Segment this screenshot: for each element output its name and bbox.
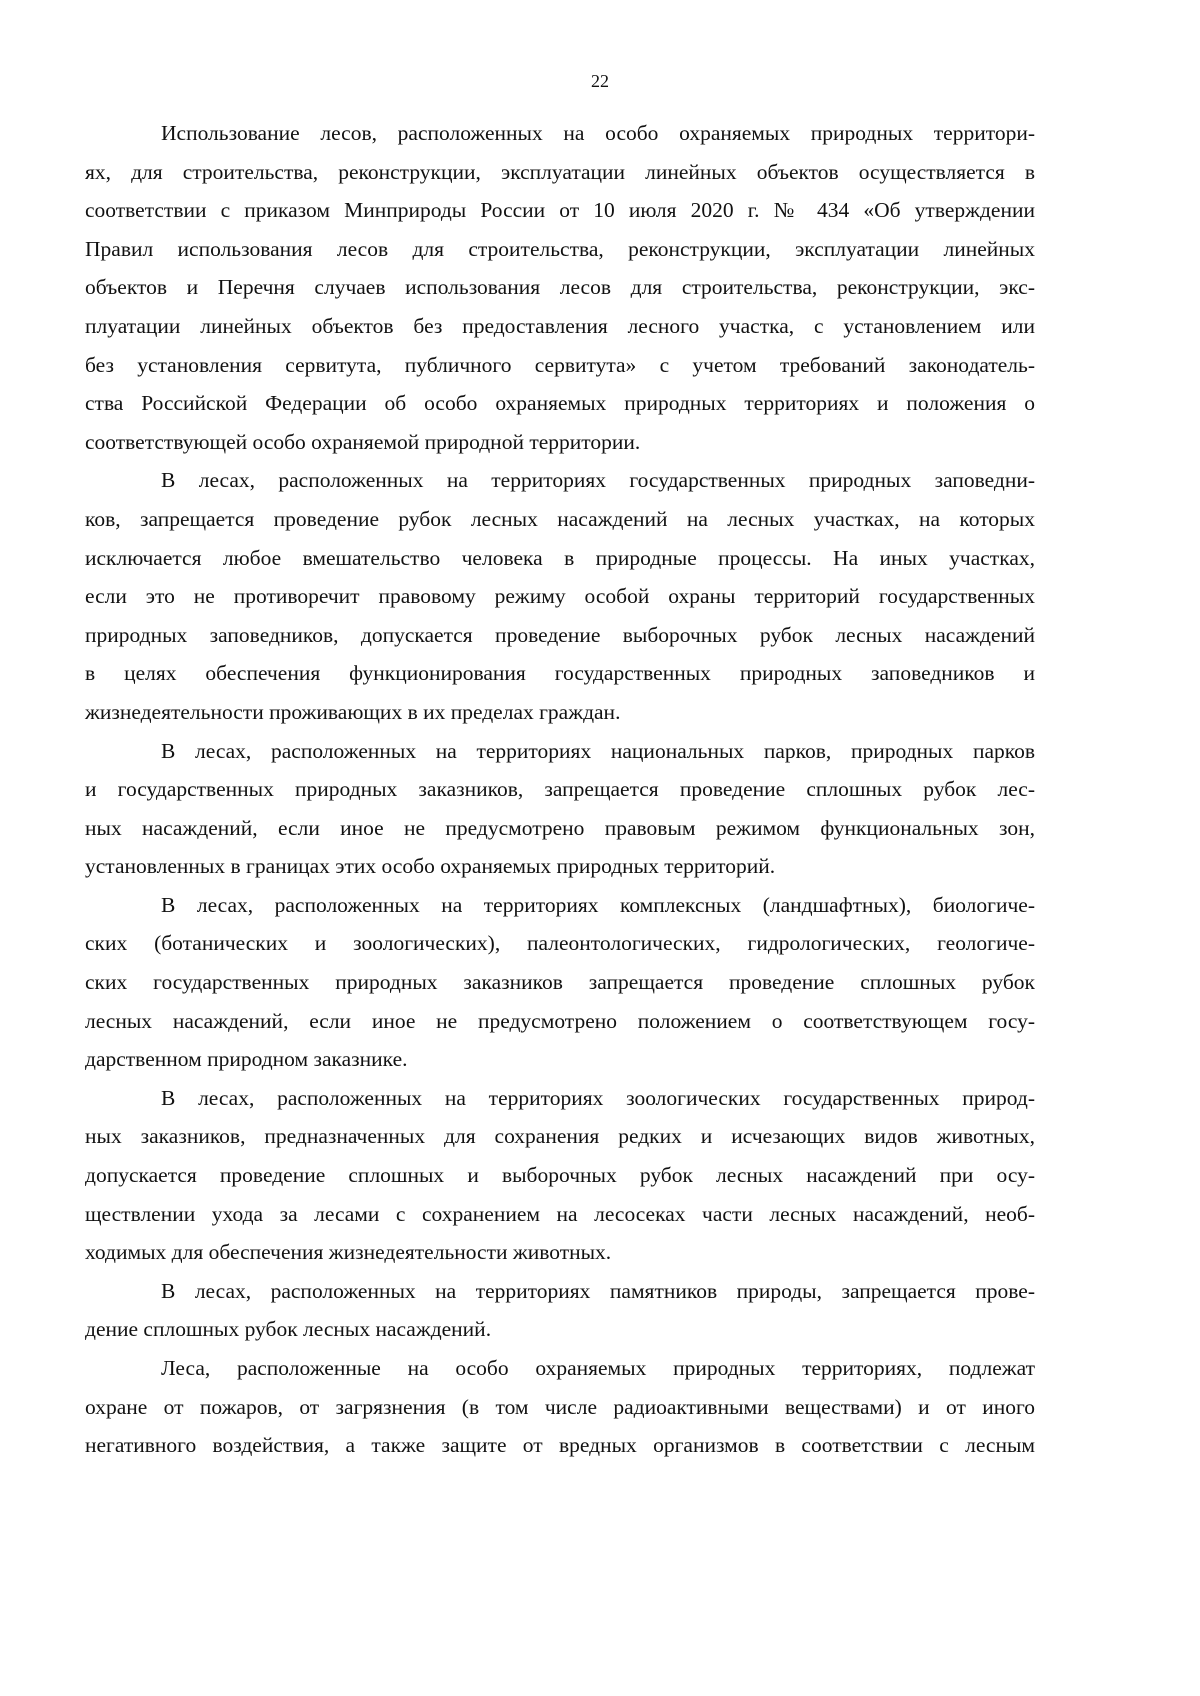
text-line: ков, запрещается проведение рубок лесных насаждений на лесных участках, на которых <box>85 506 1035 531</box>
paragraph <box>85 1079 1035 1272</box>
text-line: ских государственных природных заказников запрещается проведение сплошных рубок <box>85 970 1035 995</box>
text-line: соответствующей особо охраняемой природной территории. <box>85 429 641 454</box>
text-line: ских (ботанических и зоологических), палеонтологических, гидрологических, геологиче- <box>85 931 1035 956</box>
text-line: Использование лесов, расположенных на особо охраняемых природных территори- <box>161 121 1035 145</box>
text-line: исключается любое вмешательство человека в природные процессы. На иных участках, <box>85 545 1035 570</box>
paragraph <box>85 1349 1035 1465</box>
paragraph <box>85 114 1035 461</box>
text-line: В лесах, расположенных на территориях комплексных (ландшафтных), биологиче- <box>161 892 1035 917</box>
text-line: лесных насаждений, если иное не предусмотрено положением о соответствующем госу- <box>85 1008 1035 1033</box>
text-line: ства Российской Федерации об особо охраняемых природных территориях и положения о <box>85 391 1035 416</box>
text-line: и государственных природных заказников, запрещается проведение сплошных рубок лес- <box>85 777 1035 802</box>
text-line: ных заказников, предназначенных для сохранения редких и исчезающих видов животных, <box>85 1124 1035 1149</box>
text-line: установленных в границах этих особо охраняемых природных территорий. <box>85 854 776 879</box>
text-line: В лесах, расположенных на территориях памятников природы, запрещается прове- <box>161 1278 1035 1303</box>
text-line: жизнедеятельности проживающих в их пределах граждан. <box>85 699 621 724</box>
text-line: ществлении ухода за лесами с сохранением на лесосеках части лесных насаждений, необ- <box>85 1201 1035 1226</box>
text-line: Правил использования лесов для строительства, реконструкции, эксплуатации линейных <box>85 236 1035 261</box>
text-line: В лесах, расположенных на территориях государственных природных заповедни- <box>161 468 1035 493</box>
text-line: В лесах, расположенных на территориях зоологических государственных природ- <box>161 1085 1035 1110</box>
text-line: в целях обеспечения функционирования государственных природных заповедников и <box>85 661 1035 686</box>
text-line: если это не противоречит правовому режиму особой охраны территорий государственных <box>85 584 1035 609</box>
text-line: без установления сервитута, публичного сервитута» с учетом требований законодатель- <box>85 352 1035 377</box>
paragraph <box>85 886 1035 1079</box>
text-line: ях, для строительства, реконструкции, эксплуатации линейных объектов осуществляется в <box>85 159 1035 184</box>
paragraph <box>85 1272 1035 1349</box>
paragraph <box>85 461 1035 731</box>
document-body <box>85 114 1035 1465</box>
page-number: 22 <box>591 71 609 91</box>
text-line: допускается проведение сплошных и выборочных рубок лесных насаждений при осу- <box>85 1163 1035 1188</box>
text-line: ных насаждений, если иное не предусмотрено правовым режимом функциональных зон, <box>85 815 1035 840</box>
text-line: объектов и Перечня случаев использования лесов для строительства, реконструкции, экс- <box>85 275 1035 300</box>
text-line: охране от пожаров, от загрязнения (в том числе радиоактивными веществами) и от иного <box>85 1394 1035 1419</box>
text-line: плуатации линейных объектов без предоставления лесного участка, с установлением или <box>85 313 1035 338</box>
text-line: дение сплошных рубок лесных насаждений. <box>85 1317 492 1342</box>
text-line: соответствии с приказом Минприроды России от 10 июля 2020 г. № 434 «Об утверждении <box>85 198 1035 223</box>
paragraph <box>85 732 1035 886</box>
text-line: Леса, расположенные на особо охраняемых природных территориях, подлежат <box>161 1356 1035 1380</box>
text-line: ходимых для обеспечения жизнедеятельности животных. <box>85 1240 612 1265</box>
text-line: дарственном природном заказнике. <box>85 1047 408 1072</box>
text-line: В лесах, расположенных на территориях национальных парков, природных парков <box>161 738 1035 763</box>
text-line: негативного воздействия, а также защите от вредных организмов в соответствии с лесным <box>85 1433 1035 1458</box>
text-line: природных заповедников, допускается проведение выборочных рубок лесных насаждений <box>85 622 1035 647</box>
